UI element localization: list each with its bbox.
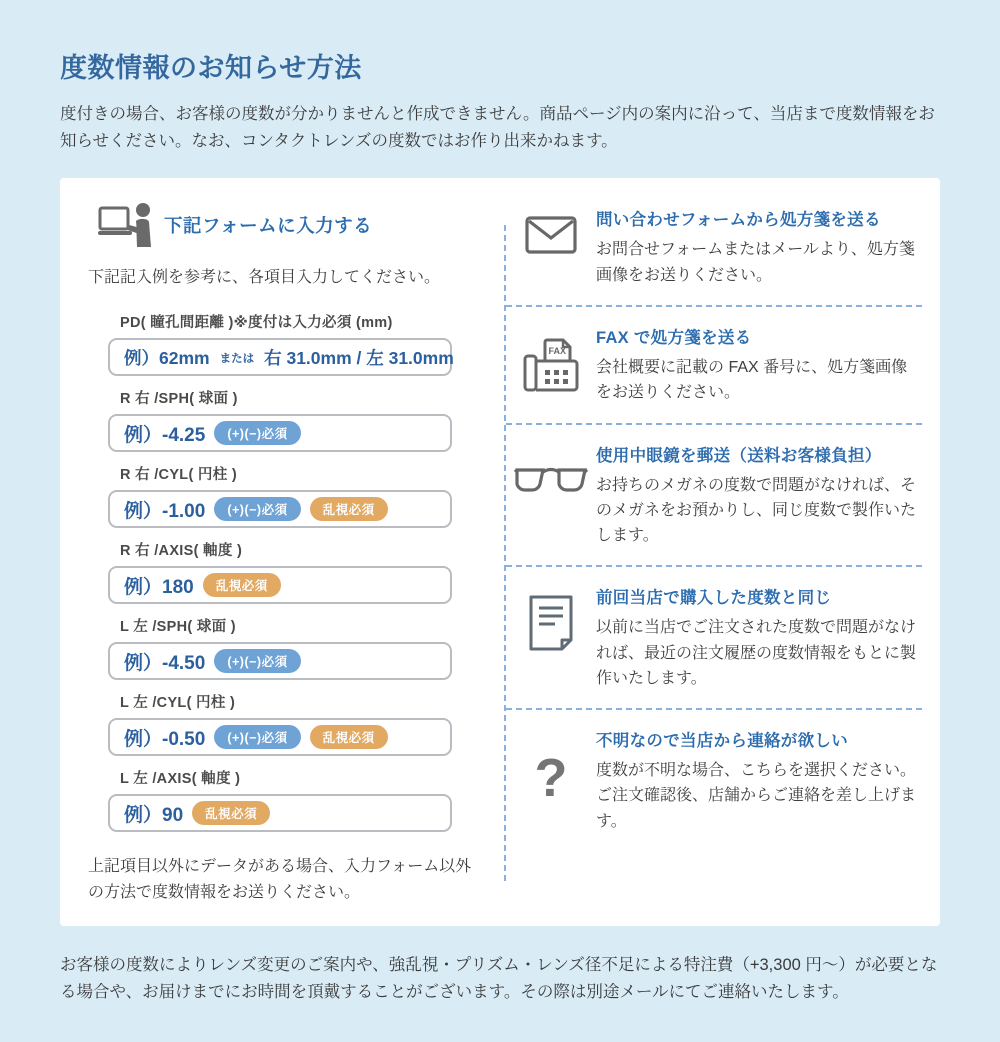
method-fax: [506, 324, 922, 406]
example-input-l-cyl: [108, 718, 452, 756]
method-body: 度数が不明な場合、こちらを選択ください。ご注文確認後、店舗からご連絡を差し上げます。: [596, 762, 917, 830]
form-subheading: 下記記入例を参考に、各項目入力してください。: [88, 269, 441, 287]
example-value: 例）62mm: [124, 347, 210, 368]
method-title: 前回当店で購入した度数と同じ: [596, 589, 832, 608]
dashed-divider: [506, 305, 922, 307]
field-l-axis: [108, 767, 504, 832]
example-value: 例）90: [124, 804, 184, 826]
dashed-divider: [506, 708, 922, 710]
fax-icon: [506, 324, 596, 406]
example-input-r-axis: [108, 566, 452, 604]
method-body: 以前に当店でご注文された度数で問題がなければ、最近の注文履歴の度数情報をもとに製作いたします。: [596, 619, 917, 687]
example-input-r-sph: [108, 414, 452, 452]
astigmatism-required-badge: 乱視必須: [310, 725, 388, 749]
intro-text: 度付きの場合、お客様の度数が分かりませんと作成できません。商品ページ内の案内に沿って、当店まで度数情報をお知らせください。なお、コンタクトレンズの度数ではお作り出来かねます。: [60, 105, 935, 150]
dashed-divider: [506, 423, 922, 425]
field-l-sph: [108, 615, 504, 680]
example-input-r-cyl: [108, 490, 452, 528]
field-l-cyl: [108, 691, 504, 756]
method-previous-order: [506, 584, 922, 691]
field-label: R 右 /CYL( 円柱 ): [120, 467, 237, 484]
example-value: 例）-4.25: [124, 424, 206, 446]
example-value: 例）180: [124, 576, 194, 598]
method-contact-form: [506, 206, 922, 288]
example-value-alt: 右 31.0mm / 左 31.0mm: [264, 347, 454, 368]
method-mail-glasses: [506, 442, 922, 549]
field-pd: [108, 311, 504, 376]
sign-required-badge: (+)(−)必須: [214, 421, 300, 445]
alternative-methods-column: [506, 200, 940, 906]
field-r-sph: [108, 387, 504, 452]
field-r-axis: [108, 539, 504, 604]
sign-required-badge: (+)(−)必須: [214, 725, 300, 749]
field-label: L 左 /AXIS( 軸度 ): [120, 771, 241, 788]
form-column: [60, 200, 504, 906]
method-body: お問合せフォームまたはメールより、処方箋画像をお送りください。: [596, 241, 915, 284]
field-label: R 右 /AXIS( 軸度 ): [120, 543, 243, 560]
method-title: 使用中眼鏡を郵送（送料お客様負担）: [596, 446, 882, 465]
field-label: PD( 瞳孔間距離 )※度付は入力必須 (mm): [120, 315, 393, 332]
document-icon: [506, 584, 596, 691]
svg-text:FAX: FAX: [548, 345, 567, 356]
method-contact-me: [506, 727, 922, 834]
example-input-l-axis: [108, 794, 452, 832]
astigmatism-required-badge: 乱視必須: [192, 801, 270, 825]
astigmatism-required-badge: 乱視必須: [310, 497, 388, 521]
field-r-cyl: [108, 463, 504, 528]
page-title: 度数情報のお知らせ方法: [60, 53, 362, 83]
astigmatism-required-badge: 乱視必須: [203, 573, 281, 597]
envelope-icon: [506, 206, 596, 288]
question-icon: ?: [534, 748, 568, 809]
field-label: R 右 /SPH( 球面 ): [120, 391, 238, 408]
sign-required-badge: (+)(−)必須: [214, 497, 300, 521]
field-label: L 左 /SPH( 球面 ): [120, 619, 236, 636]
computer-user-icon: [98, 202, 156, 248]
example-value: 例）-1.00: [124, 500, 206, 522]
glasses-icon: [506, 442, 596, 549]
form-heading: 下記フォームに入力する: [164, 215, 373, 237]
method-title: 問い合わせフォームから処方箋を送る: [596, 211, 881, 230]
form-note: 上記項目以外にデータがある場合、入力フォーム以外の方法で度数情報をお送りください。: [88, 858, 472, 902]
method-body: お持ちのメガネの度数で問題がなければ、そのメガネをお預かりし、同じ度数で製作いたします。: [596, 476, 917, 545]
footer-note: お客様の度数によりレンズ変更のご案内や、強乱視・プリズム・レンズ径不足による特注費（+3,300 円〜）が必要となる場合や、お届けまでにお時間を頂戴することがございます。その際は別途メールにてご連絡いたします。: [60, 956, 938, 1001]
field-label: L 左 /CYL( 円柱 ): [120, 695, 236, 712]
dashed-divider: [506, 565, 922, 567]
method-body: 会社概要に記載の FAX 番号に、処方箋画像をお送りください。: [596, 358, 908, 402]
example-value: 例）-4.50: [124, 652, 206, 674]
form-header: [88, 202, 504, 248]
example-joiner: または: [219, 353, 255, 366]
example-input-l-sph: [108, 642, 452, 680]
method-title: FAX で処方箋を送る: [596, 328, 752, 347]
method-title: 不明なので当店から連絡が欲しい: [596, 732, 848, 751]
methods-card: [60, 178, 940, 926]
sign-required-badge: (+)(−)必須: [214, 649, 300, 673]
example-input-pd: [108, 338, 452, 376]
example-value: 例）-0.50: [124, 728, 206, 750]
